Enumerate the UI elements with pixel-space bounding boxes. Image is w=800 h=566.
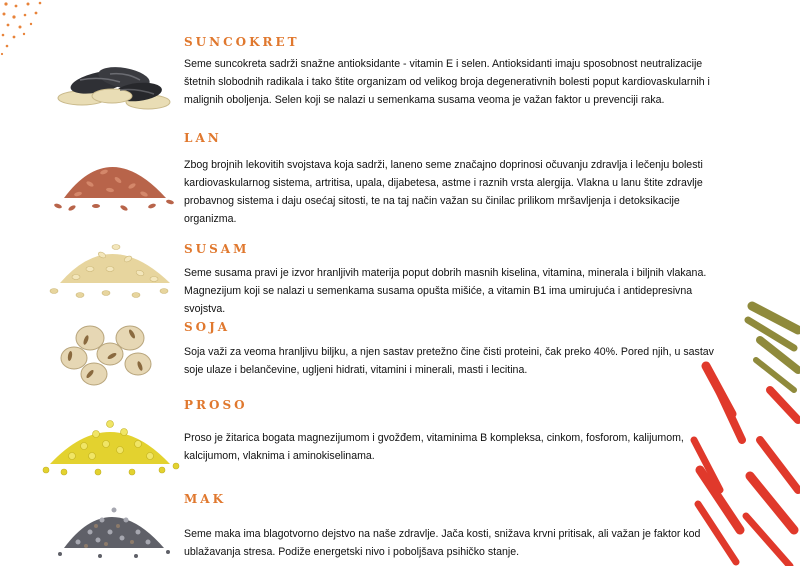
sesame-seeds-icon <box>40 225 180 305</box>
section-title: MAK <box>184 492 227 506</box>
section-text: Seme maka ima blagotvorno dejstvo na naše zdravlje. Jača kosti, snižava krvni pritisak, ali važan je faktor kod ublažavanja stresa. Podiže energetski nivo i poboljšava psihičko stanje. <box>184 528 701 558</box>
flax-seeds-icon <box>40 140 180 220</box>
section-text: Proso je žitarica bogata magnezijumom i gvožđem, vitaminima B kompleksa, cinkom, fosforom, kalijumom, kalcijumom, vlaknima i aminokiselinama. <box>184 432 684 462</box>
section-title: PROSO <box>184 398 248 412</box>
section-text: Soja važi za veoma hranljivu biljku, a njen sastav pretežno čine čisti proteini, čak preko 40%. Pored njih, u sastav soje ulaze i belančevine, ugljeni hidrati, vitamini i minerali, masti i lecitina. <box>184 346 714 376</box>
soybeans-icon <box>40 308 180 388</box>
millet-icon <box>40 400 180 480</box>
section-title: SUNCOKRET <box>184 35 300 49</box>
section-text: Zbog brojnih lekovitih svojstava koja sadrži, laneno seme značajno doprinosi očuvanju zdravlja i lečenju bolesti kardiovaskularnog sistema, artritisa, upala, dijabetesa, astme i raznih vrsta alergija. Vlakna u lanu štite zdravlje probavnog sistema i daju osećaj sitosti, te na taj način važan su činilac prilikom mršavljenja i detoksikacije organizma. <box>184 159 703 225</box>
section-title: SUSAM <box>184 242 250 256</box>
section-title: SOJA <box>184 320 231 334</box>
poppy-seeds-icon <box>40 480 180 560</box>
sunflower-seeds-icon <box>40 40 180 120</box>
section-text: Seme susama pravi je izvor hranljivih materija poput dobrih masnih kiselina, vitamina, minerala i biljnih vlakana. Magnezijum koji se nalazi u semenkama susama opušta mišiće, a vitamin B1 ima umirujuća i antidepresivna svojstva. <box>184 267 707 315</box>
section-text: Seme suncokreta sadrži snažne antioksidante - vitamin E i selen. Antioksidanti imaju sposobnost neutralizacije štetnih slobodnih radikala i tako štite organizam od velikog broja degenerativnih bolesti poput kardiovaskularnih i malignih oboljenja. Selen koji se nalazi u semenkama susama veoma je važan faktor u prevenciji raka. <box>184 58 710 106</box>
section-title: LAN <box>184 131 222 145</box>
